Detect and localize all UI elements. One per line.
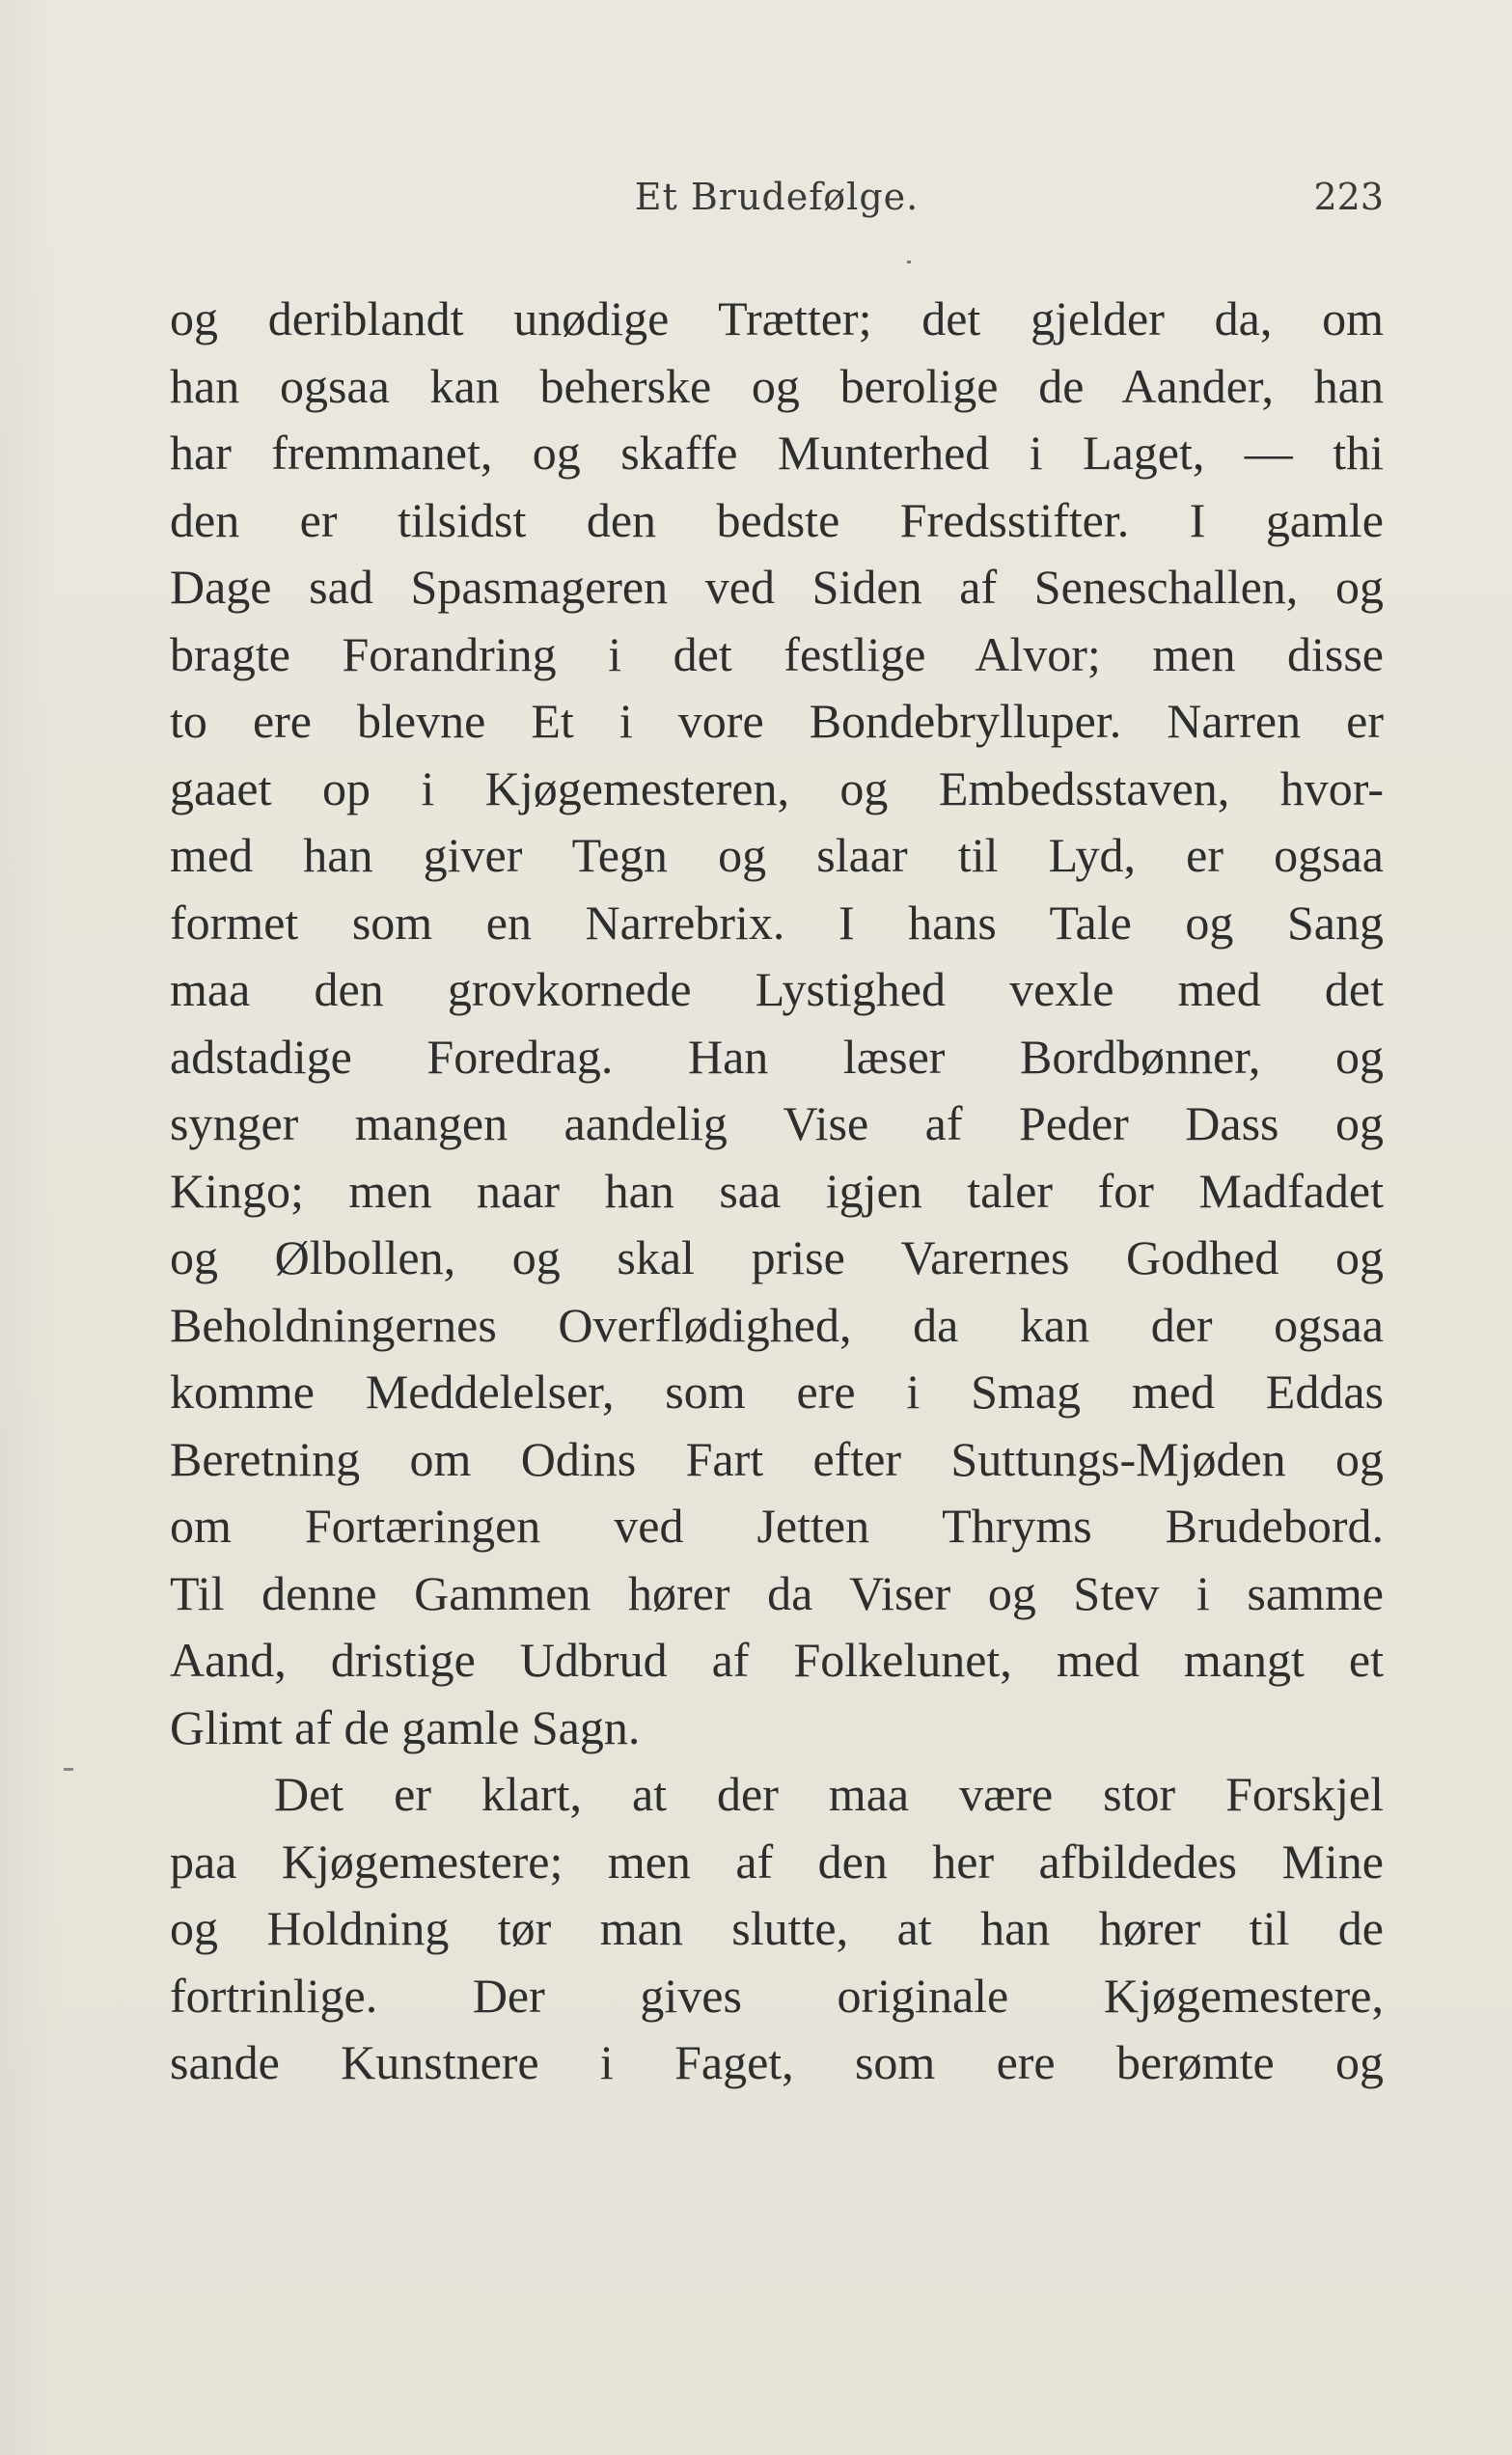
text-line: og deriblandt unødige Trætter; det gjelder da, om — [170, 291, 1384, 345]
text-line: Aand, dristige Udbrud af Folkelunet, med mangt et — [170, 1633, 1384, 1687]
text-line: Dage sad Spasmageren ved Siden af Seneschallen, og — [170, 560, 1384, 614]
text-line-last: Glimt af de gamle Sagn. — [170, 1699, 641, 1754]
text-line-indent: Det er klart, at der maa være stor Forskjel — [274, 1767, 1384, 1821]
text-line: og Holdning tør man slutte, at han hører til de — [170, 1901, 1384, 1955]
text-line: han ogsaa kan beherske og berolige de Aander, han — [170, 358, 1384, 413]
text-line: Til denne Gammen hører da Viser og Stev i samme — [170, 1565, 1384, 1620]
text-line: Beretning om Odins Fart efter Suttungs-Mjøden og — [170, 1431, 1384, 1486]
text-line: Kingo; men naar han saa igjen taler for Madfadet — [170, 1163, 1384, 1218]
text-line: bragte Forandring i det festlige Alvor; men disse — [170, 626, 1384, 681]
text-line: komme Meddelelser, som ere i Smag med Eddas — [170, 1365, 1384, 1419]
running-title: Et Brudefølge. — [634, 176, 920, 218]
text-line: og Ølbollen, og skal prise Varernes Godhed og — [170, 1230, 1384, 1284]
text-line: sande Kunstnere i Faget, som ere berømte og — [170, 2035, 1384, 2089]
text-line: har fremmanet, og skaffe Munterhed i Laget, — thi — [170, 426, 1384, 480]
page-number: 223 — [1313, 176, 1384, 218]
text-line: adstadige Foredrag. Han læser Bordbønner, og — [170, 1029, 1384, 1084]
text-line: paa Kjøgemestere; men af den her afbildedes Mine — [170, 1834, 1384, 1889]
text-line: fortrinlige. Der gives originale Kjøgemestere, — [170, 1968, 1384, 2023]
ink-speck — [907, 261, 911, 263]
text-line: maa den grovkornede Lystighed vexle med det — [170, 962, 1384, 1016]
margin-mark — [64, 1768, 73, 1771]
text-line: om Fortæringen ved Jetten Thryms Brudebord. — [170, 1499, 1384, 1553]
text-line: to ere blevne Et i vore Bondebrylluper. Narren er — [170, 694, 1384, 748]
text-line: formet som en Narrebrix. I hans Tale og Sang — [170, 895, 1384, 950]
text-line: Beholdningernes Overflødighed, da kan der ogsaa — [170, 1297, 1384, 1352]
text-line: med han giver Tegn og slaar til Lyd, er ogsaa — [170, 828, 1384, 882]
running-head — [170, 170, 1384, 224]
text-line: den er tilsidst den bedste Fredsstifter. I gamle — [170, 492, 1384, 547]
text-line: gaaet op i Kjøgemesteren, og Embedsstaven, hvor- — [170, 760, 1384, 815]
text-line: synger mangen aandelig Vise af Peder Dass og — [170, 1096, 1384, 1150]
body-text — [170, 286, 1384, 2097]
